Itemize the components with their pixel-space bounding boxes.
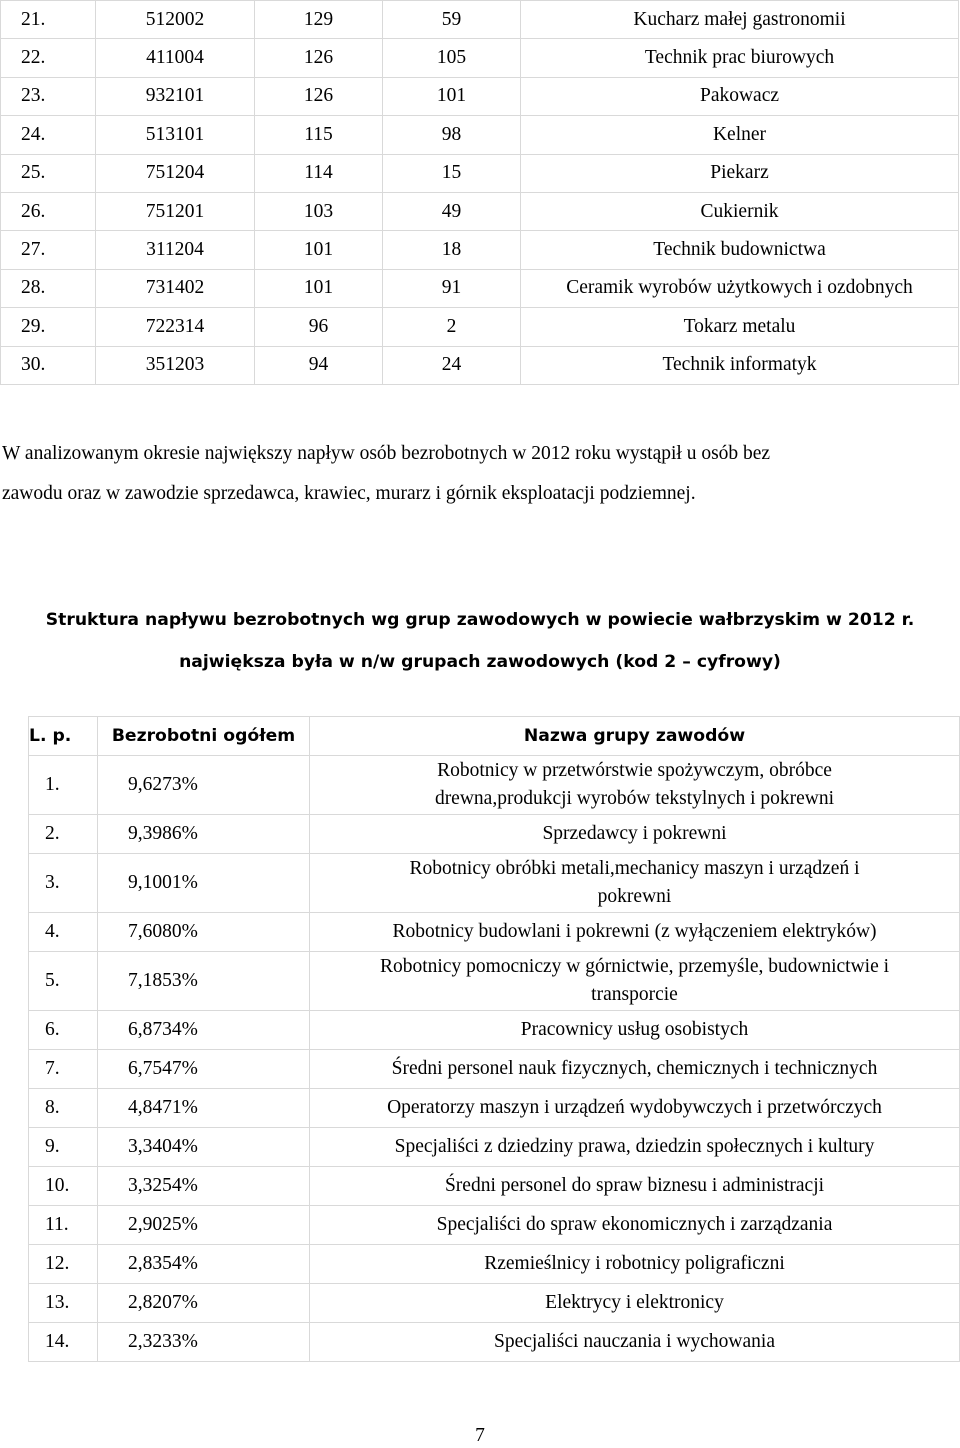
table-row (29, 1245, 960, 1284)
occupation-group-name (310, 913, 960, 952)
table-row (29, 1284, 960, 1323)
paragraph-line: zawodu oraz w zawodzie sprzedawca, krawiec, murarz i górnik eksploatacji podziemnej. (2, 483, 696, 504)
group-name-line: Robotnicy w przetwórstwie spożywczym, obróbce (437, 760, 832, 781)
table-row (1, 39, 959, 77)
group-name-line: Elektrycy i elektronicy (545, 1292, 724, 1313)
count-total: 101 (255, 269, 383, 307)
section-subheading: największa była w n/w grupach zawodowych (kod 2 – cyfrowy) (179, 652, 781, 672)
table-row (1, 231, 959, 269)
count-women: 98 (383, 116, 521, 154)
occupation-code: 513101 (96, 116, 255, 154)
row-number: 27. (1, 231, 96, 269)
table-row (1, 154, 959, 192)
table-row (29, 1167, 960, 1206)
count-women: 24 (383, 346, 521, 384)
row-number: 1. (29, 756, 98, 815)
paragraph-line: W analizowanym okresie największy napływ osób bezrobotnych w 2012 roku wystąpił u osób bez (2, 443, 771, 464)
occupation-code: 722314 (96, 308, 255, 346)
occupation-group-name (310, 1128, 960, 1167)
table-row (29, 854, 960, 913)
row-number: 3. (29, 854, 98, 913)
row-number: 25. (1, 154, 96, 192)
group-name-line: Robotnicy budowlani i pokrewni (z wyłączeniem elektryków) (392, 921, 877, 942)
occupation-group-name (310, 952, 960, 1011)
group-name-line: Operatorzy maszyn i urządzeń wydobywczych i przetwórczych (387, 1097, 882, 1118)
group-name-line: Pracownicy usług osobistych (520, 1019, 749, 1040)
row-number: 5. (29, 952, 98, 1011)
table-row (1, 269, 959, 307)
occupation-group-name (310, 1011, 960, 1050)
count-women: 49 (383, 192, 521, 230)
group-name-line: transporcie (591, 984, 678, 1005)
occupation-name: Piekarz (521, 154, 959, 192)
row-number: 10. (29, 1167, 98, 1206)
occupation-group-name (310, 1245, 960, 1284)
occupation-code: 932101 (96, 77, 255, 115)
occupation-group-name (310, 1206, 960, 1245)
occupation-group-name (310, 854, 960, 913)
unemployed-share: 9,3986% (98, 815, 310, 854)
occupation-name: Pakowacz (521, 77, 959, 115)
count-total: 114 (255, 154, 383, 192)
count-women: 59 (383, 1, 521, 39)
occupation-code: 351203 (96, 346, 255, 384)
occupations-table (0, 0, 959, 385)
count-women: 105 (383, 39, 521, 77)
group-name-line: Specjaliści do spraw ekonomicznych i zarządzania (436, 1214, 833, 1235)
row-number: 8. (29, 1089, 98, 1128)
occupation-group-name (310, 1323, 960, 1362)
unemployed-share: 2,3233% (98, 1323, 310, 1362)
unemployed-share: 6,8734% (98, 1011, 310, 1050)
group-name-line: Specjaliści z dziedziny prawa, dziedzin społecznych i kultury (394, 1136, 875, 1157)
table-row (29, 913, 960, 952)
count-total: 101 (255, 231, 383, 269)
occupation-name: Tokarz metalu (521, 308, 959, 346)
occupation-name: Ceramik wyrobów użytkowych i ozdobnych (521, 269, 959, 307)
analysis-paragraph (2, 434, 958, 514)
count-total: 115 (255, 116, 383, 154)
unemployed-share: 2,8207% (98, 1284, 310, 1323)
count-women: 2 (383, 308, 521, 346)
unemployed-share: 7,1853% (98, 952, 310, 1011)
group-name-line: Średni personel do spraw biznesu i administracji (444, 1175, 825, 1196)
count-women: 101 (383, 77, 521, 115)
table-row (1, 116, 959, 154)
row-number: 7. (29, 1050, 98, 1089)
row-number: 11. (29, 1206, 98, 1245)
occupation-code: 751201 (96, 192, 255, 230)
row-number: 2. (29, 815, 98, 854)
occupation-name: Technik prac biurowych (521, 39, 959, 77)
group-name-line: drewna,produkcji wyrobów tekstylnych i pokrewni (434, 788, 835, 809)
group-name-line: Średni personel nauk fizycznych, chemicznych i technicznych (391, 1058, 878, 1079)
occupation-group-name (310, 1050, 960, 1089)
count-total: 129 (255, 1, 383, 39)
row-number: 13. (29, 1284, 98, 1323)
group-name-line: pokrewni (597, 886, 672, 907)
group-name-line: Robotnicy pomocniczy w górnictwie, przemyśle, budownictwie i (379, 956, 890, 977)
occupation-code: 311204 (96, 231, 255, 269)
occupation-code: 731402 (96, 269, 255, 307)
occupation-group-name (310, 815, 960, 854)
group-name-line: Rzemieślnicy i robotnicy poligraficzni (484, 1253, 785, 1274)
section-heading: Struktura napływu bezrobotnych wg grup zawodowych w powiecie wałbrzyskim w 2012 r. (45, 610, 915, 630)
header-rate: Bezrobotni ogółem (98, 717, 310, 756)
row-number: 24. (1, 116, 96, 154)
count-women: 91 (383, 269, 521, 307)
table-row (29, 1089, 960, 1128)
header-name: Nazwa grupy zawodów (310, 717, 960, 756)
table-row (1, 1, 959, 39)
table-row (29, 1206, 960, 1245)
unemployed-share: 4,8471% (98, 1089, 310, 1128)
occupation-group-name (310, 1167, 960, 1206)
table-row (29, 1050, 960, 1089)
occupation-name: Technik budownictwa (521, 231, 959, 269)
table-row (29, 756, 960, 815)
table-row (29, 1128, 960, 1167)
unemployed-share: 9,1001% (98, 854, 310, 913)
unemployed-share: 2,9025% (98, 1206, 310, 1245)
row-number: 4. (29, 913, 98, 952)
row-number: 30. (1, 346, 96, 384)
occupation-group-name (310, 1089, 960, 1128)
count-total: 126 (255, 39, 383, 77)
count-total: 94 (255, 346, 383, 384)
page-number: 7 (475, 1425, 485, 1446)
count-women: 18 (383, 231, 521, 269)
count-total: 96 (255, 308, 383, 346)
unemployed-share: 2,8354% (98, 1245, 310, 1284)
unemployed-share: 7,6080% (98, 913, 310, 952)
row-number: 12. (29, 1245, 98, 1284)
row-number: 29. (1, 308, 96, 346)
group-name-line: Specjaliści nauczania i wychowania (493, 1331, 775, 1352)
occupation-code: 411004 (96, 39, 255, 77)
count-women: 15 (383, 154, 521, 192)
unemployed-share: 9,6273% (98, 756, 310, 815)
table-row (1, 308, 959, 346)
count-total: 103 (255, 192, 383, 230)
occupation-name: Kucharz małej gastronomii (521, 1, 959, 39)
row-number: 14. (29, 1323, 98, 1362)
unemployed-share: 3,3254% (98, 1167, 310, 1206)
occupation-groups-table (28, 716, 960, 1362)
count-total: 126 (255, 77, 383, 115)
occupation-name: Kelner (521, 116, 959, 154)
group-name-line: Robotnicy obróbki metali,mechanicy maszyn i urządzeń i (409, 858, 860, 879)
occupation-code: 512002 (96, 1, 255, 39)
row-number: 22. (1, 39, 96, 77)
table-header-row (29, 717, 960, 756)
row-number: 9. (29, 1128, 98, 1167)
unemployed-share: 6,7547% (98, 1050, 310, 1089)
occupation-group-name (310, 756, 960, 815)
row-number: 23. (1, 77, 96, 115)
occupation-group-name (310, 1284, 960, 1323)
table-row (1, 346, 959, 384)
occupation-name: Technik informatyk (521, 346, 959, 384)
row-number: 21. (1, 1, 96, 39)
table-row (29, 952, 960, 1011)
header-lp: L. p. (29, 717, 98, 756)
row-number: 6. (29, 1011, 98, 1050)
group-name-line: Sprzedawcy i pokrewni (542, 823, 727, 844)
row-number: 28. (1, 269, 96, 307)
table-row (1, 77, 959, 115)
table-row (1, 192, 959, 230)
table-row (29, 1011, 960, 1050)
occupation-code: 751204 (96, 154, 255, 192)
unemployed-share: 3,3404% (98, 1128, 310, 1167)
occupation-name: Cukiernik (521, 192, 959, 230)
row-number: 26. (1, 192, 96, 230)
table-row (29, 1323, 960, 1362)
table-row (29, 815, 960, 854)
